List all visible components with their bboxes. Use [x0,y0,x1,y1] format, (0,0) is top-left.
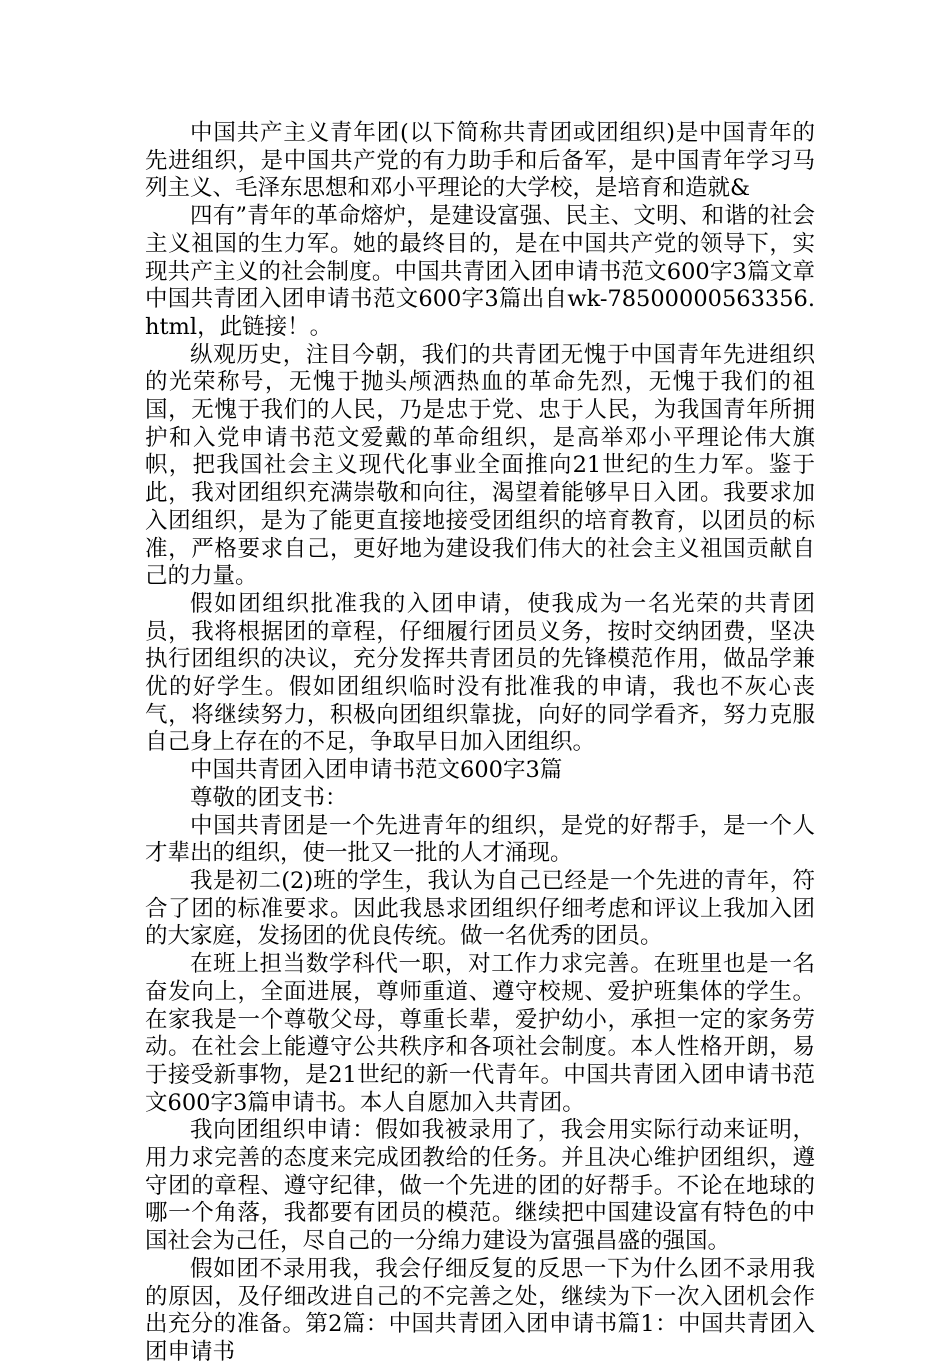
paragraph-intro: 中国共产主义青年团(以下简称共青团或团组织)是中国青年的先进组织，是中国共产党的有力助手和后备军，是中国青年学习马列主义、毛泽东思想和邓小平理论的大学校，是培育和造就& [145,120,815,202]
paragraph-self-intro: 我是初二(2)班的学生，我认为自己已经是一个先进的青年，符合了团的标准要求。因此我恳求团组织仔细考虑和评议上我加入团的大家庭，发扬团的优良传统。做一名优秀的团员。 [145,867,815,950]
section-heading: 中国共青团入团申请书范文600字3篇 [190,757,563,784]
paragraph-history: 纵观历史，注目今朝，我们的共青团无愧于中国青年先进组织的光荣称号，无愧于抛头颅洒热血的革命先烈，无愧于我们的祖国，无愧于我们的人民，乃是忠于党、忠于人民，为我国青年所拥护和入党申请书范文爱戴的革命组织，是高举邓小平理论伟大旗帜，把我国社会主义现代化事业全面推向21世纪的生力军。鉴于此，我对团组织充满崇敬和向往，渴望着能够早日入团。我要求加入团组织，是为了能更直接地接受团组织的培育教育，以团员的标准，严格要求自己，更好地为建设我们伟大的社会主义祖国贡献自己的力量。 [145,341,815,590]
paragraph-application: 我向团组织申请：假如我被录用了，我会用实际行动来证明，用力求完善的态度来完成团教给的任务。并且决心维护团组织，遵守团的章程、遵守纪律，做一个先进的团的好帮手。不论在地球的哪一个角落，我都要有团员的模范。继续把中国建设富有特色的中国社会为己任，尽自己的一分绵力建设为富强昌盛的强国。 [145,1117,815,1255]
paragraph-four-haves: 四有”青年的革命熔炉，是建设富强、民主、文明、和谐的社会主义祖国的生力军。她的最终目的，是在中国共产党的领导下，实现共产主义的社会制度。中国共青团入团申请书范文600字3篇文章中国共青团入团申请书范文600字3篇出自wk-78500000563356.html，此链接！。 [145,203,815,340]
paragraph-class-duties: 在班上担当数学科代一职，对工作力求完善。在班里也是一名奋发向上，全面进展，尊师重道、遵守校规、爱护班集体的学生。在家我是一个尊敬父母，尊重长辈，爱护幼小，承担一定的家务劳动。在社会上能遵守公共秩序和各项社会制度。本人性格开朗，易于接受新事物，是21世纪的新一代青年。中国共青团入团申请书范文600字3篇申请书。本人自愿加入共青团。 [145,951,815,1116]
paragraph-commitment: 假如团组织批准我的入团申请，使我成为一名光荣的共青团员，我将根据团的章程，仔细履行团员义务，按时交纳团费，坚决执行团组织的决议，充分发挥共青团员的先锋模范作用，做品学兼优的好学生。假如团组织临时没有批准我的申请，我也不灰心丧气，将继续努力，积极向团组织靠拢，向好的同学看齐，努力克服自己身上存在的不足，争取早日加入团组织。 [145,590,815,756]
paragraph-closing: 假如团不录用我，我会仔细反复的反思一下为什么团不录用我的原因，及仔细改进自己的不完善之处，继续为下一次入团机会作出充分的准备。第2篇：中国共青团入团申请书篇1：中国共青团入团申请书 [145,1255,815,1365]
salutation: 尊敬的团支书： [190,784,348,811]
document-body [145,120,815,1367]
paragraph-league-description: 中国共青团是一个先进青年的组织，是党的好帮手，是一个人才辈出的组织，使一批又一批的人才涌现。 [145,812,815,867]
